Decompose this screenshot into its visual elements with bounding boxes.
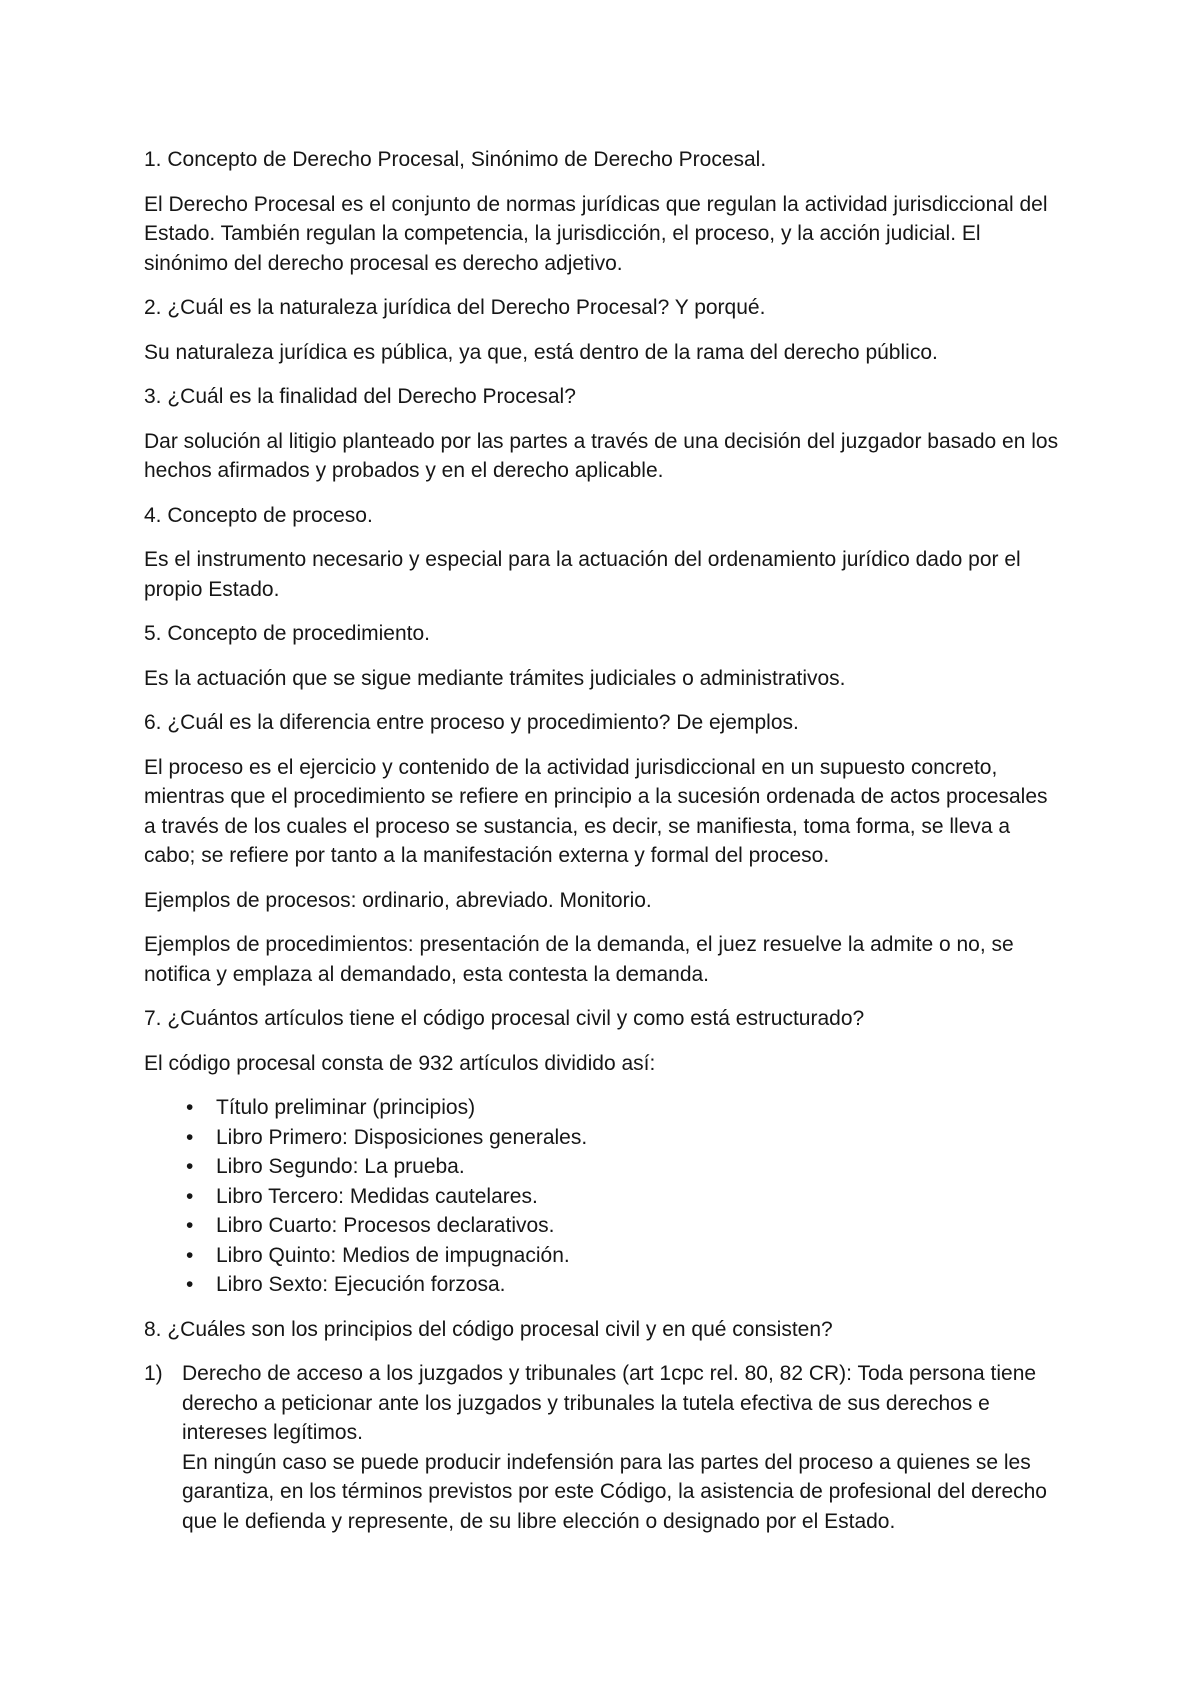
answer-paragraph: Ejemplos de procesos: ordinario, abreviado. Monitorio. (144, 888, 652, 912)
bullet-item: • Libro Cuarto: Procesos declarativos. (144, 1211, 1064, 1241)
principle-item (144, 1359, 1064, 1536)
question-heading: 8. ¿Cuáles son los principios del código procesal civil y en qué consisten? (144, 1317, 833, 1341)
principles-list (144, 1359, 1064, 1536)
answer-paragraph: El código procesal consta de 932 artículos dividido así: (144, 1051, 656, 1075)
principle-number: 1) (144, 1362, 163, 1385)
bullet-item: • Libro Primero: Disposiciones generales. (144, 1123, 1064, 1153)
document-page (144, 145, 1064, 1536)
bullet-item: • Libro Segundo: La prueba. (144, 1152, 1064, 1182)
answer-paragraph: Su naturaleza jurídica es pública, ya que, está dentro de la rama del derecho público. (144, 340, 938, 364)
question-heading: 4. Concepto de proceso. (144, 503, 373, 527)
question-heading: 6. ¿Cuál es la diferencia entre proceso y procedimiento? De ejemplos. (144, 711, 799, 734)
answer-paragraph: Es la actuación que se sigue mediante trámites judiciales o administrativos. (144, 666, 846, 690)
bullet-list (144, 1093, 1064, 1300)
bullet-item: • Título preliminar (principios) (144, 1093, 1064, 1123)
bullet-item: • Libro Sexto: Ejecución forzosa. (144, 1270, 1064, 1300)
question-heading: 3. ¿Cuál es la finalidad del Derecho Procesal? (144, 385, 576, 408)
question-heading: 2. ¿Cuál es la naturaleza jurídica del Derecho Procesal? Y porqué. (144, 296, 766, 319)
answer-paragraph: El proceso es el ejercicio y contenido de la actividad jurisdiccional en un supuesto concreto, mientras que el procedimiento se refiere en principio a la sucesión ordenada de actos procesales a través de los cuales el proceso se sustancia, es decir, se manifiesta, toma forma, se lleva a cabo; se refiere por tanto a la manifestación externa y formal del proceso. (144, 755, 1048, 867)
question-heading: 7. ¿Cuántos artículos tiene el código procesal civil y como está estructurado? (144, 1007, 865, 1030)
bullet-item: • Libro Quinto: Medios de impugnación. (144, 1241, 1064, 1271)
principle-paragraph: En ningún caso se puede producir indefensión para las partes del proceso a quienes se les garantiza, en los términos previstos por este Código, la asistencia de profesional del derecho que le defienda y represente, de su libre elección o designado por el Estado. (182, 1450, 1047, 1533)
question-heading: 5. Concepto de procedimiento. (144, 622, 431, 645)
question-heading: 1. Concepto de Derecho Procesal, Sinónimo de Derecho Procesal. (144, 148, 767, 171)
answer-paragraph: Dar solución al litigio planteado por las partes a través de una decisión del juzgador basado en los hechos afirmados y probados y en el derecho aplicable. (144, 429, 1059, 482)
bullet-item: • Libro Tercero: Medidas cautelares. (144, 1182, 1064, 1212)
principle-paragraph: Derecho de acceso a los juzgados y tribunales (art 1cpc rel. 80, 82 CR): Toda persona tiene derecho a peticionar ante los juzgados y tribunales la tutela efectiva de sus derechos e intereses legítimos. (182, 1362, 1037, 1444)
answer-paragraph: Es el instrumento necesario y especial para la actuación del ordenamiento jurídico dado por el propio Estado. (144, 548, 1021, 601)
answer-paragraph: El Derecho Procesal es el conjunto de normas jurídicas que regulan la actividad jurisdiccional del Estado. También regulan la competencia, la jurisdicción, el proceso, y la acción judicial. El sinónimo del derecho procesal es derecho adjetivo. (144, 192, 1048, 275)
answer-paragraph: Ejemplos de procedimientos: presentación de la demanda, el juez resuelve la admite o no, se notifica y emplaza al demandado, esta contesta la demanda. (144, 933, 1014, 986)
